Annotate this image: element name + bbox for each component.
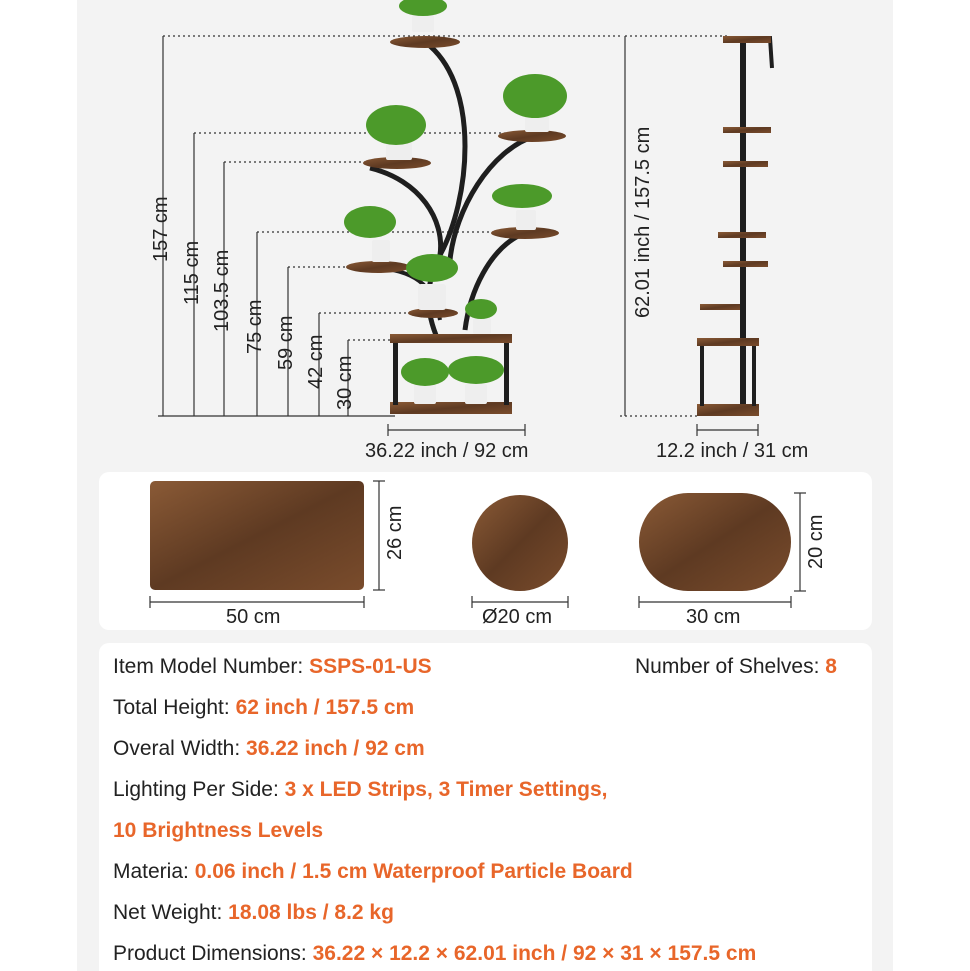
plants <box>344 0 567 404</box>
rect-shelf <box>150 481 364 590</box>
spec-model: Item Model Number: SSPS-01-US <box>113 655 432 678</box>
spec-lighting: Lighting Per Side: 3 x LED Strips, 3 Timer Settings, <box>113 778 608 801</box>
round-shelf-diameter: Ø20 cm <box>482 606 553 628</box>
side-height-label: 62.01 inch / 157.5 cm <box>632 126 654 318</box>
oval-shelf-height: 20 cm <box>805 514 827 569</box>
spec-weight: Net Weight: 18.08 lbs / 8.2 kg <box>113 901 394 924</box>
spec-height: Total Height: 62 inch / 157.5 cm <box>113 696 415 719</box>
oval-shelf <box>639 493 791 591</box>
height-label-157: 157 cm <box>150 196 172 262</box>
front-view-stand <box>344 0 567 414</box>
height-label-59: 59 cm <box>275 315 297 370</box>
round-shelf <box>472 495 568 591</box>
side-width-label: 12.2 inch / 31 cm <box>656 440 809 462</box>
spec-lighting-cont: 10 Brightness Levels <box>113 819 324 842</box>
height-label-103: 103.5 cm <box>211 249 233 332</box>
spec-width: Overal Width: 36.22 inch / 92 cm <box>113 737 425 760</box>
side-view-stand <box>697 36 772 416</box>
height-label-115: 115 cm <box>181 240 203 305</box>
front-width-label: 36.22 inch / 92 cm <box>365 440 529 462</box>
height-label-42: 42 cm <box>305 334 327 389</box>
height-label-75: 75 cm <box>244 299 266 354</box>
rect-shelf-height: 26 cm <box>384 505 406 560</box>
oval-shelf-width: 30 cm <box>686 606 741 628</box>
height-label-30: 30 cm <box>334 355 356 410</box>
spec-material: Materia: 0.06 inch / 1.5 cm Waterproof Particle Board <box>113 860 633 883</box>
rect-shelf-width: 50 cm <box>226 606 281 628</box>
spec-shelves: Number of Shelves: 8 <box>635 655 837 678</box>
spec-dimensions: Product Dimensions: 36.22 × 12.2 × 62.01 inch / 92 × 31 × 157.5 cm <box>113 942 757 965</box>
